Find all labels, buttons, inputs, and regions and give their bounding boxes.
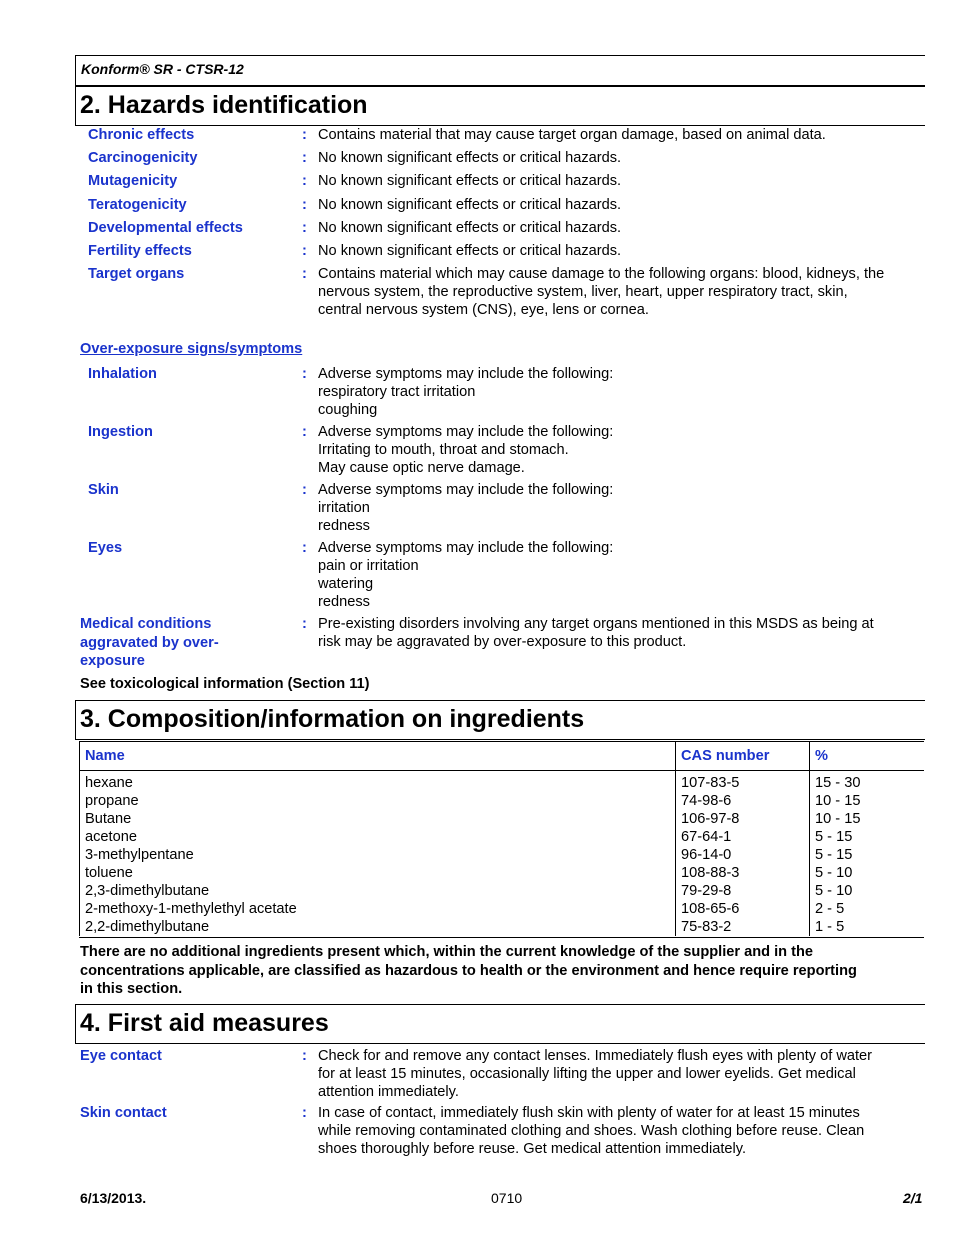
ingredient-name-cell: 2,3-dimethylbutane	[80, 882, 676, 900]
colon-separator: :	[302, 220, 307, 236]
cas-number-cell: 108-65-6	[676, 900, 810, 918]
colon-separator: :	[302, 243, 307, 259]
hazard-effect-row-value: Contains material which may cause damage to the following organs: blood, kidneys, the nervous system, the reproductive system, liver, heart, upper respiratory tract, skin, central nervous system (CNS), eye, lens or cornea.	[318, 266, 885, 318]
column-header-percent: %	[810, 742, 925, 771]
cas-number-cell: 106-97-8	[676, 810, 810, 828]
table-row	[80, 771, 925, 793]
first-aid-row-label: Skin contact	[80, 1105, 167, 1121]
ingredient-name-cell: Butane	[80, 810, 676, 828]
percent-cell: 1 - 5	[815, 919, 845, 935]
hazard-effect-row-value: No known significant effects or critical hazards.	[318, 150, 622, 166]
table-row	[80, 828, 925, 846]
ingredient-name-cell: 3-methylpentane	[80, 846, 676, 864]
symptom-row-label: Skin	[88, 482, 119, 498]
table-row	[80, 810, 925, 828]
symptom-row-value: Adverse symptoms may include the following: irritation redness	[318, 482, 614, 534]
symptom-row-label: Ingestion	[88, 424, 153, 440]
hazard-effect-row-value: No known significant effects or critical hazards.	[318, 197, 622, 213]
column-header-cas: CAS number	[676, 742, 810, 771]
colon-separator: :	[302, 1048, 307, 1064]
colon-separator: :	[302, 540, 307, 556]
hazard-effect-row-value: No known significant effects or critical hazards.	[318, 173, 622, 189]
overexposure-heading[interactable]: Over-exposure signs/symptoms	[80, 341, 303, 357]
percent-cell: 5 - 10	[815, 883, 853, 899]
table-header-row	[80, 742, 925, 771]
colon-separator: :	[302, 173, 307, 189]
percent-cell: 15 - 30	[815, 775, 861, 791]
section-4-title: 4. First aid measures	[80, 1009, 329, 1037]
medical-conditions-value: Pre-existing disorders involving any target organs mentioned in this MSDS as being at risk may be aggravated by over-exposure to this product.	[318, 616, 874, 650]
cas-number-cell: 107-83-5	[676, 771, 810, 793]
colon-separator: :	[302, 482, 307, 498]
hazard-effect-row-label: Carcinogenicity	[88, 150, 198, 166]
colon-separator: :	[302, 1105, 307, 1121]
percent-cell: 5 - 15	[815, 829, 853, 845]
table-bottom-rule	[79, 937, 924, 938]
symptom-row-value: Adverse symptoms may include the following: pain or irritation watering redness	[318, 540, 614, 610]
hazard-effect-row-label: Fertility effects	[88, 243, 192, 259]
ingredient-name-cell: 2-methoxy-1-methylethyl acetate	[80, 900, 676, 918]
table-row	[80, 864, 925, 882]
see-toxicological-note: See toxicological information (Section 11)	[80, 676, 370, 692]
ingredient-name-cell: hexane	[80, 771, 676, 793]
cas-number-cell: 67-64-1	[676, 828, 810, 846]
column-header-name: Name	[80, 742, 676, 771]
table-row	[80, 918, 925, 936]
section-2-header	[75, 86, 925, 126]
cas-number-cell: 79-29-8	[676, 882, 810, 900]
ingredient-name-cell: propane	[80, 792, 676, 810]
percent-cell: 10 - 15	[815, 793, 861, 809]
ingredient-name-cell: acetone	[80, 828, 676, 846]
hazard-effect-row-label: Mutagenicity	[88, 173, 178, 189]
percent-cell: 5 - 15	[815, 847, 853, 863]
first-aid-row-label: Eye contact	[80, 1048, 162, 1064]
hazard-effect-row-label: Chronic effects	[88, 127, 195, 143]
colon-separator: :	[302, 266, 307, 282]
section-3-title: 3. Composition/information on ingredients	[80, 705, 585, 733]
symptom-row-label: Eyes	[88, 540, 123, 556]
document-header	[75, 55, 925, 86]
cas-number-cell: 74-98-6	[676, 792, 810, 810]
hazard-effect-row-label: Developmental effects	[88, 220, 243, 236]
cas-number-cell: 96-14-0	[676, 846, 810, 864]
ingredients-table	[79, 741, 924, 936]
hazard-effect-row-value: No known significant effects or critical hazards.	[318, 243, 622, 259]
hazard-effect-row-label: Target organs	[88, 266, 185, 282]
section-3-header	[75, 700, 925, 740]
colon-separator: :	[302, 150, 307, 166]
symptom-row-value: Adverse symptoms may include the following: Irritating to mouth, throat and stomach. May cause optic nerve damage.	[318, 424, 614, 476]
ingredients-body	[80, 771, 925, 937]
percent-cell: 10 - 15	[815, 811, 861, 827]
table-row	[80, 792, 925, 810]
table-row	[80, 900, 925, 918]
colon-separator: :	[302, 616, 307, 632]
ingredient-name-cell: 2,2-dimethylbutane	[80, 918, 676, 936]
colon-separator: :	[302, 197, 307, 213]
product-name: Konform® SR - CTSR-12	[81, 61, 244, 77]
percent-cell: 5 - 10	[815, 865, 853, 881]
cas-number-cell: 75-83-2	[676, 918, 810, 936]
ingredient-name-cell: toluene	[80, 864, 676, 882]
percent-cell: 2 - 5	[815, 901, 845, 917]
first-aid-row-value: In case of contact, immediately flush skin with plenty of water for at least 15 minutes while removing contaminated clothing and shoes. Wash clothing before reuse. Clean shoes thoroughly before reuse. Get medical attention immediately.	[318, 1105, 865, 1157]
colon-separator: :	[302, 424, 307, 440]
symptom-row-value: Adverse symptoms may include the following: respiratory tract irritation coughing	[318, 366, 614, 418]
hazard-effect-row-value: No known significant effects or critical hazards.	[318, 220, 622, 236]
table-row	[80, 846, 925, 864]
hazard-effect-row-value: Contains material that may cause target organ damage, based on animal data.	[318, 127, 826, 143]
colon-separator: :	[302, 366, 307, 382]
cas-number-cell: 108-88-3	[676, 864, 810, 882]
table-row	[80, 882, 925, 900]
hazard-effect-row-label: Teratogenicity	[88, 197, 187, 213]
footer-page: 2/1	[903, 1190, 923, 1206]
symptom-row-label: Inhalation	[88, 366, 157, 382]
colon-separator: :	[302, 127, 307, 143]
additional-ingredients-note: There are no additional ingredients present which, within the current knowledge of the supplier and in the concentrations applicable, are classified as hazardous to health or the environment and hence require reporting in this section.	[80, 944, 857, 997]
section-2-title: 2. Hazards identification	[80, 91, 368, 119]
footer-date: 6/13/2013.	[80, 1190, 147, 1206]
first-aid-row-value: Check for and remove any contact lenses. Immediately flush eyes with plenty of water for at least 15 minutes, occasionally lifting the upper and lower eyelids. Get medical attention immediately.	[318, 1048, 873, 1100]
medical-conditions-label: Medical conditions aggravated by over- exposure	[80, 616, 219, 669]
section-4-header	[75, 1004, 925, 1044]
footer-code: 0710	[491, 1190, 523, 1206]
